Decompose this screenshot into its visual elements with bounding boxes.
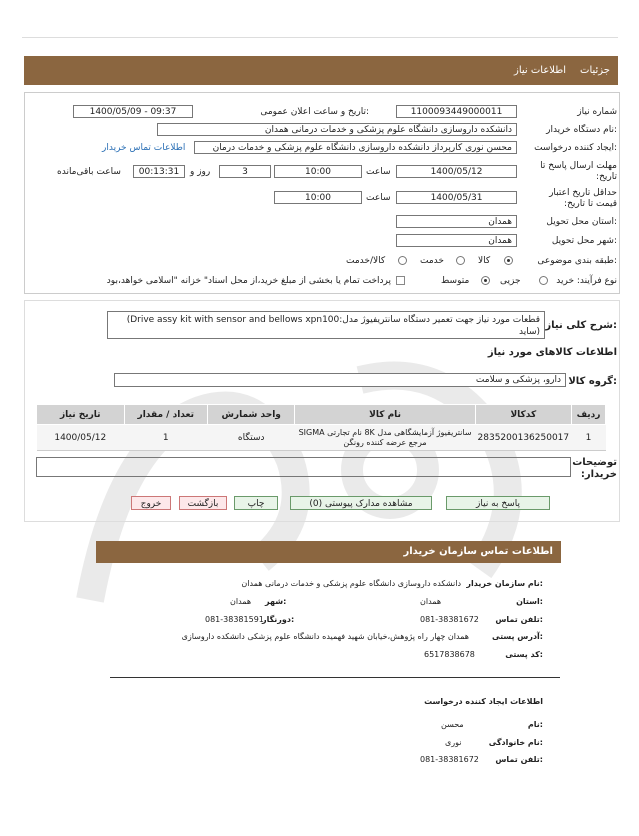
buyer-notes-field (36, 457, 571, 477)
treasury-payment-note: پرداخت تمام یا بخشی از مبلغ خرید،از محل اسناد" خزانه "اسلامی خواهد،بود (106, 276, 391, 286)
process-label: نوع فرآیند: خرید (556, 276, 617, 286)
contact-divider (110, 677, 560, 678)
print-button[interactable]: چاپ (234, 496, 278, 510)
back-button[interactable]: بازگشت (179, 496, 227, 510)
attachments-button[interactable]: مشاهده مدارک پیوستی (0) (290, 496, 432, 510)
send-deadline-label: مهلت ارسال پاسخ تا تاریخ: (540, 161, 617, 182)
tab-need-info[interactable]: اطلاعات نیاز (514, 65, 566, 76)
days-field: 3 (219, 165, 271, 178)
province-label: استان محل تحویل: (546, 217, 617, 227)
radio-service[interactable] (456, 256, 465, 265)
radio-medium[interactable] (481, 276, 490, 285)
buyer-notes-label: توضیحات خریدار: (572, 457, 617, 480)
description-label: شرح کلی نیاز: (545, 320, 617, 331)
contact-org-value: دانشکده داروسازی دانشگاه علوم پزشکی و خدمات درمانی همدان (241, 579, 461, 588)
contact-address-label: آدرس پستی: (492, 632, 543, 641)
col-index: ردیف (572, 405, 606, 425)
radio-goods[interactable] (504, 256, 513, 265)
contact-section-header (96, 541, 561, 563)
radio-medium-label: متوسط (441, 276, 470, 286)
remaining-label: ساعت باقی‌مانده (57, 167, 121, 177)
creator-name-value: محسن (441, 720, 464, 729)
contact-section-title: اطلاعات تماس سازمان خریدار (403, 546, 553, 557)
remaining-time-field: 00:13:31 (133, 165, 185, 178)
validity-time-field: 10:00 (274, 191, 362, 204)
creator-phone-value: 081-38381672 (420, 755, 479, 764)
city-label: شهر محل تحویل: (551, 236, 617, 246)
contact-fax-value: 081-38381591 (205, 615, 264, 624)
table-row (37, 425, 606, 451)
cell-qty: 1 (124, 425, 207, 451)
province-field: همدان (396, 215, 517, 228)
creator-name-label: نام: (527, 720, 543, 729)
radio-goods-label: کالا (478, 256, 491, 266)
contact-fax-label: دورنگار: (262, 615, 295, 624)
creator-field: محسن نوری کارپرداز دانشکده داروسازی دانشگاه علوم پزشکی و خدمات درمان (194, 141, 517, 154)
contact-postal-value: 6517838678 (424, 650, 475, 659)
goods-group-field: دارو، پزشکی و سلامت (114, 373, 566, 387)
radio-service-label: خدمت (420, 256, 444, 266)
col-unit: واحد شمارش (207, 405, 295, 425)
reply-button[interactable]: پاسخ به نیاز (446, 496, 550, 510)
send-date-field: 1400/05/12 (396, 165, 517, 178)
need-number-field: 1100093449000011 (396, 105, 517, 118)
tab-details[interactable]: جزئیات (580, 65, 610, 76)
col-date: تاریخ نیاز (37, 405, 125, 425)
contact-city-value: همدان (230, 597, 252, 606)
creator-family-value: نوری (445, 738, 462, 747)
description-field: قطعات مورد نیاز جهت تعمیر دستگاه سانتریفیوژ مدل:Drive assy kit with sensor and bellows xpn100) (ساید (107, 311, 545, 339)
radio-goods-service[interactable] (398, 256, 407, 265)
cell-unit: دستگاه (207, 425, 295, 451)
contact-postal-label: کد پستی: (505, 650, 543, 659)
validity-date-field: 1400/05/31 (396, 191, 517, 204)
days-label: روز و (190, 167, 211, 177)
goods-group-label: گروه کالا: (568, 376, 617, 387)
announce-label: تاریخ و ساعت اعلان عمومی: (260, 107, 369, 117)
category-label: طبقه بندی موضوعی: (537, 256, 617, 266)
creator-info-title: اطلاعات ایجاد کننده درخواست (424, 697, 543, 706)
send-time-field: 10:00 (274, 165, 362, 178)
top-divider (22, 37, 618, 38)
goods-section-title: اطلاعات کالاهای مورد نیاز (487, 347, 617, 358)
cell-code: 2835200136250017 (475, 425, 571, 451)
exit-button[interactable]: خروج (131, 496, 171, 510)
radio-partial[interactable] (539, 276, 548, 285)
validity-label: حداقل تاریخ اعتبار قیمت تا تاریخ: (549, 188, 617, 209)
announce-field: 1400/05/09 - 09:37 (73, 105, 193, 118)
contact-province-label: استان: (516, 597, 543, 606)
page-header (24, 56, 618, 85)
send-hour-label: ساعت (366, 167, 391, 177)
radio-partial-label: جزیی (500, 276, 521, 286)
creator-phone-label: تلفن تماس: (495, 755, 543, 764)
contact-org-label: نام سازمان خریدار: (466, 579, 543, 588)
goods-table (36, 404, 606, 451)
buyer-field: دانشکده داروسازی دانشگاه علوم پزشکی و خدمات درمانی همدان (157, 123, 517, 136)
contact-phone-value: 081-38381672 (420, 615, 479, 624)
col-code: کدکالا (475, 405, 571, 425)
contact-phone-label: تلفن تماس: (495, 615, 543, 624)
col-qty: تعداد / مقدار (124, 405, 207, 425)
radio-goods-service-label: کالا/خدمت (346, 256, 386, 266)
city-field: همدان (396, 234, 517, 247)
cell-name: سانتریفیوژ آزمایشگاهی مدل 8K نام تجارتی SIGMA مرجع عرضه کننده رونگن (295, 425, 475, 451)
contact-province-value: همدان (420, 597, 442, 606)
validity-hour-label: ساعت (366, 193, 391, 203)
cell-date: 1400/05/12 (37, 425, 125, 451)
creator-family-label: نام خانوادگی: (488, 738, 543, 747)
col-name: نام کالا (295, 405, 475, 425)
need-number-label: شماره نیاز (577, 107, 617, 117)
buyer-label: نام دستگاه خریدار: (546, 125, 617, 135)
contact-address-value: همدان چهار راه پژوهش،خیابان شهید فهمیده دانشگاه علوم پزشکی دانشکده داروسازی (181, 632, 469, 641)
cell-index: 1 (572, 425, 606, 451)
treasury-payment-checkbox[interactable] (396, 276, 405, 285)
contact-city-label: شهر: (265, 597, 287, 606)
buyer-contact-link[interactable]: اطلاعات تماس خریدار (102, 143, 186, 153)
creator-label: ایجاد کننده درخواست: (534, 143, 617, 153)
